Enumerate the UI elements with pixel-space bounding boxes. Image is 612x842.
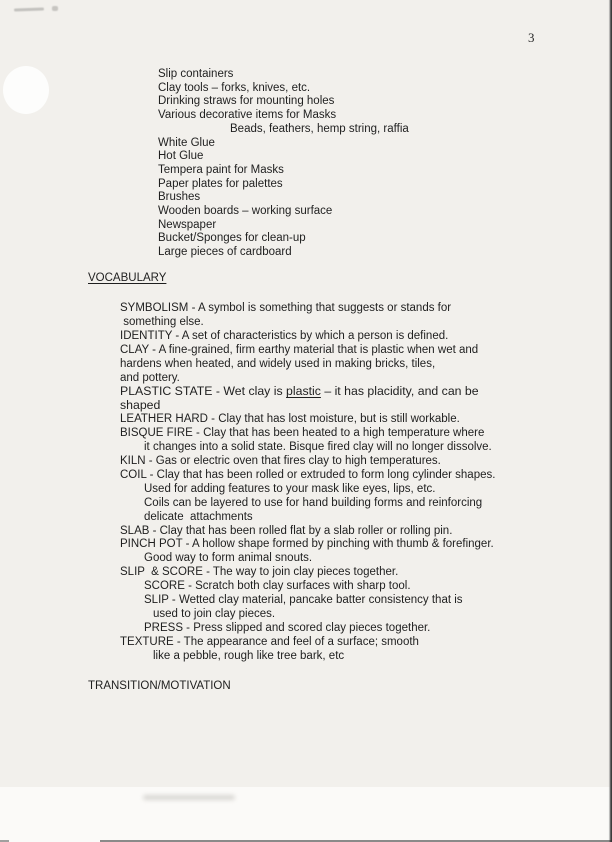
document-line: KILN - Gas or electric oven that fires clay to high temperatures. <box>120 454 441 467</box>
document-line: Clay tools – forks, knives, etc. <box>158 81 311 94</box>
hole-punch-mark <box>3 66 49 114</box>
document-line: BISQUE FIRE - Clay that has been heated to a high temperature where <box>120 427 485 440</box>
document-line: IDENTITY - A set of characteristics by which a person is defined. <box>120 329 449 342</box>
document-line: SLIP - Wetted clay material, pancake batter consistency that is <box>144 594 463 607</box>
document-line: Beads, feathers, hemp string, raffia <box>230 122 409 135</box>
document-line: used to join clay pieces. <box>153 607 276 620</box>
document-line: Coils can be layered to use for hand building forms and reinforcing <box>144 496 483 509</box>
document-line: White Glue <box>158 136 215 149</box>
document-line: Paper plates for palettes <box>158 177 283 190</box>
vocabulary-heading: VOCABULARY <box>88 272 167 284</box>
document-line: Brushes <box>158 191 201 204</box>
document-line: Slip containers <box>158 68 234 80</box>
document-line: it changes into a solid state. Bisque fired clay will no longer dissolve. <box>144 441 492 454</box>
document-line: SCORE - Scratch both clay surfaces with sharp tool. <box>144 580 411 593</box>
document-line: like a pebble, rough like tree bark, etc <box>153 649 345 662</box>
document-line: TEXTURE - The appearance and feel of a surface; smooth <box>120 635 419 648</box>
pencil-mark <box>52 6 58 11</box>
document-line: Wooden boards – working surface <box>158 205 333 218</box>
document-line: Good way to form animal snouts. <box>144 552 313 565</box>
document-line: CLAY - A fine-grained, firm earthy material that is plastic when wet and <box>120 343 479 356</box>
document-line: Bucket/Sponges for clean-up <box>158 232 306 245</box>
page-number: 3 <box>528 30 535 45</box>
pencil-mark <box>14 7 44 11</box>
document-line <box>120 385 590 399</box>
document-line: delicate attachments <box>144 510 253 523</box>
vocabulary-list <box>120 302 590 664</box>
document-line: LEATHER HARD - Clay that has lost moisture, but is still workable. <box>120 413 460 426</box>
document-line: hardens when heated, and widely used in making bricks, tiles, <box>120 357 436 370</box>
document-line: and pottery. <box>120 371 180 384</box>
line-text: PLASTIC STATE - Wet clay is <box>120 384 287 399</box>
document-line: Newspaper <box>158 218 217 231</box>
scan-smudge <box>143 795 235 800</box>
document-line: Tempera paint for Masks <box>158 163 284 176</box>
line-text: – it has placidity, and can be <box>320 384 479 399</box>
scan-right-edge-shadow <box>608 0 612 842</box>
document-line: SLAB - Clay that has been rolled flat by a slab roller or rolling pin. <box>120 524 453 537</box>
document-line: COIL - Clay that has been rolled or extruded to form long cylinder shapes. <box>120 468 496 481</box>
document-line: shaped <box>120 398 161 413</box>
materials-list <box>158 68 578 260</box>
document-line: Used for adding features to your mask like eyes, lips, etc. <box>144 482 436 495</box>
document-line: SYMBOLISM - A symbol is something that suggests or stands for <box>120 302 452 314</box>
document-line: PRESS - Press slipped and scored clay pieces together. <box>144 621 431 634</box>
scan-bottom-strip <box>0 787 612 842</box>
document-line: PINCH POT - A hollow shape formed by pinching with thumb & forefinger. <box>120 538 494 551</box>
transition-motivation-heading: TRANSITION/MOTIVATION <box>88 680 231 692</box>
document-line: Large pieces of cardboard <box>158 246 292 259</box>
document-line: Various decorative items for Masks <box>158 109 337 122</box>
underlined-term: plastic <box>286 384 321 399</box>
document-line: Hot Glue <box>158 150 204 163</box>
document-line: SLIP & SCORE - The way to join clay pieces together. <box>120 566 399 579</box>
document-line: something else. <box>120 315 204 328</box>
document-line: Drinking straws for mounting holes <box>158 95 335 108</box>
